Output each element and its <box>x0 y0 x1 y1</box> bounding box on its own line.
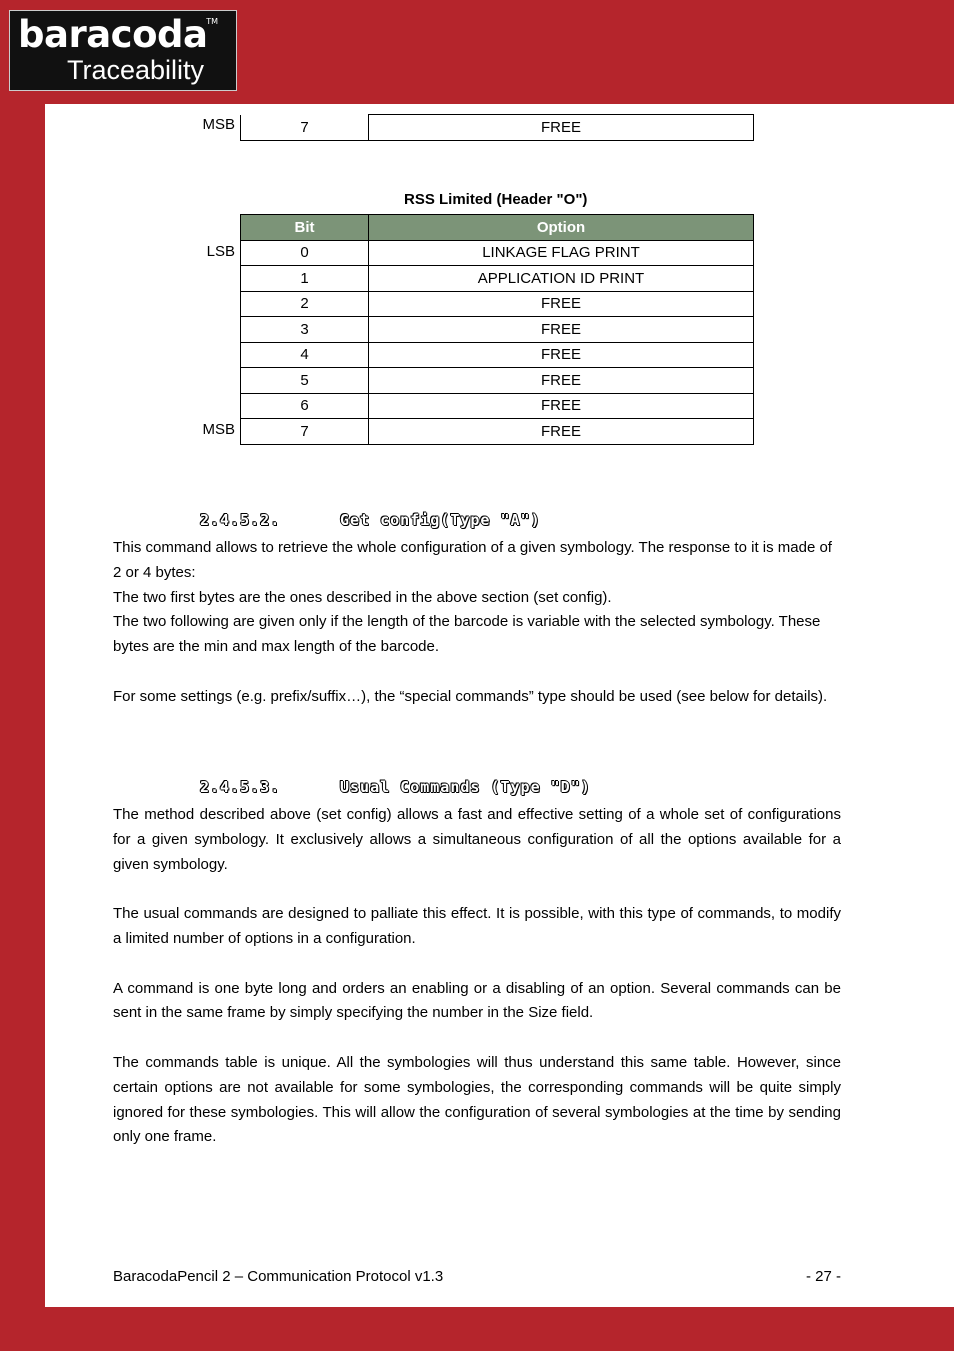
paragraph: The two following are given only if the length of the barcode is variable with the selected symbology. These bytes are the min and max length of the barcode. <box>113 613 821 656</box>
table-row <box>241 240 754 266</box>
option-cell: FREE <box>369 342 754 368</box>
footer-document-title: BaracodaPencil 2 – Communication Protocol v1.3 <box>113 1268 444 1285</box>
logo-brand: baracoda <box>18 13 208 56</box>
option-cell: FREE <box>369 115 754 141</box>
paragraph: The commands table is unique. All the symbologies will thus understand this same table. However, since certain options are not available for some symbologies, the corresponding commands will be quite simply ignored for these symbologies. This will allow the configuration of several symbologies at the time by sending only one frame. <box>113 1053 841 1146</box>
msb-label-top: MSB <box>202 116 235 133</box>
option-cell: FREE <box>369 291 754 317</box>
top-table <box>240 114 754 141</box>
paragraph: A command is one byte long and orders an enabling or a disabling of an option. Several commands can be sent in the same frame by simply specifying the number in the Size field. <box>113 979 841 1022</box>
option-header: Option <box>369 215 754 241</box>
footer-page-number: - 27 - <box>805 1268 841 1285</box>
paragraph: This command allows to retrieve the whole configuration of a given symbology. The response to it is made of 2 or 4 bytes: <box>113 539 832 581</box>
usual-commands-text <box>113 803 841 1150</box>
bit-cell: 4 <box>241 342 369 368</box>
table-row <box>241 419 754 445</box>
bit-cell: 7 <box>241 419 369 445</box>
bit-cell: 2 <box>241 291 369 317</box>
table-row <box>241 342 754 368</box>
table-row <box>241 115 754 141</box>
section-title: Get config(Type "A") <box>340 511 541 529</box>
table-caption: RSS Limited (Header "O") <box>404 191 588 208</box>
paragraph: The usual commands are designed to palliate this effect. It is possible, with this type of commands, to modify a limited number of options in a configuration. <box>113 905 841 947</box>
section-number: 2.4.5.3. <box>200 778 281 796</box>
paragraph: The two first bytes are the ones described in the above section (set config). <box>113 588 612 606</box>
table-header-row <box>241 215 754 241</box>
bit-cell: 7 <box>241 115 369 141</box>
rss-limited-table <box>240 214 754 445</box>
paragraph: For some settings (e.g. prefix/suffix…), the “special commands” type should be used (see below for details). <box>113 687 828 705</box>
option-cell: LINKAGE FLAG PRINT <box>369 240 754 266</box>
bit-cell: 3 <box>241 317 369 343</box>
table-row <box>241 317 754 343</box>
bit-cell: 6 <box>241 393 369 419</box>
section-heading-get-config <box>200 511 541 529</box>
get-config-text <box>113 536 841 710</box>
option-cell: FREE <box>369 317 754 343</box>
logo-subtitle: Traceability <box>67 55 205 85</box>
bit-cell: 1 <box>241 266 369 292</box>
table-row <box>241 393 754 419</box>
option-cell: FREE <box>369 368 754 394</box>
section-title: Usual Commands (Type "D") <box>340 778 591 796</box>
section-number: 2.4.5.2. <box>200 511 281 529</box>
bit-cell: 0 <box>241 240 369 266</box>
logo-trademark: TM <box>206 17 218 26</box>
option-cell: FREE <box>369 419 754 445</box>
msb-label: MSB <box>202 421 235 438</box>
table-row <box>241 368 754 394</box>
option-cell: FREE <box>369 393 754 419</box>
table-body <box>241 240 754 444</box>
option-cell: APPLICATION ID PRINT <box>369 266 754 292</box>
baracoda-logo <box>9 10 237 91</box>
table-row <box>241 266 754 292</box>
bit-cell: 5 <box>241 368 369 394</box>
bit-header: Bit <box>241 215 369 241</box>
lsb-label: LSB <box>206 243 235 260</box>
table-row <box>241 291 754 317</box>
section-heading-usual-commands <box>200 778 591 796</box>
paragraph: The method described above (set config) allows a fast and effective setting of a whole set of configurations for a given symbology. It exclusively allows a simultaneous configuration of all the options available for a given symbology. <box>113 806 841 873</box>
